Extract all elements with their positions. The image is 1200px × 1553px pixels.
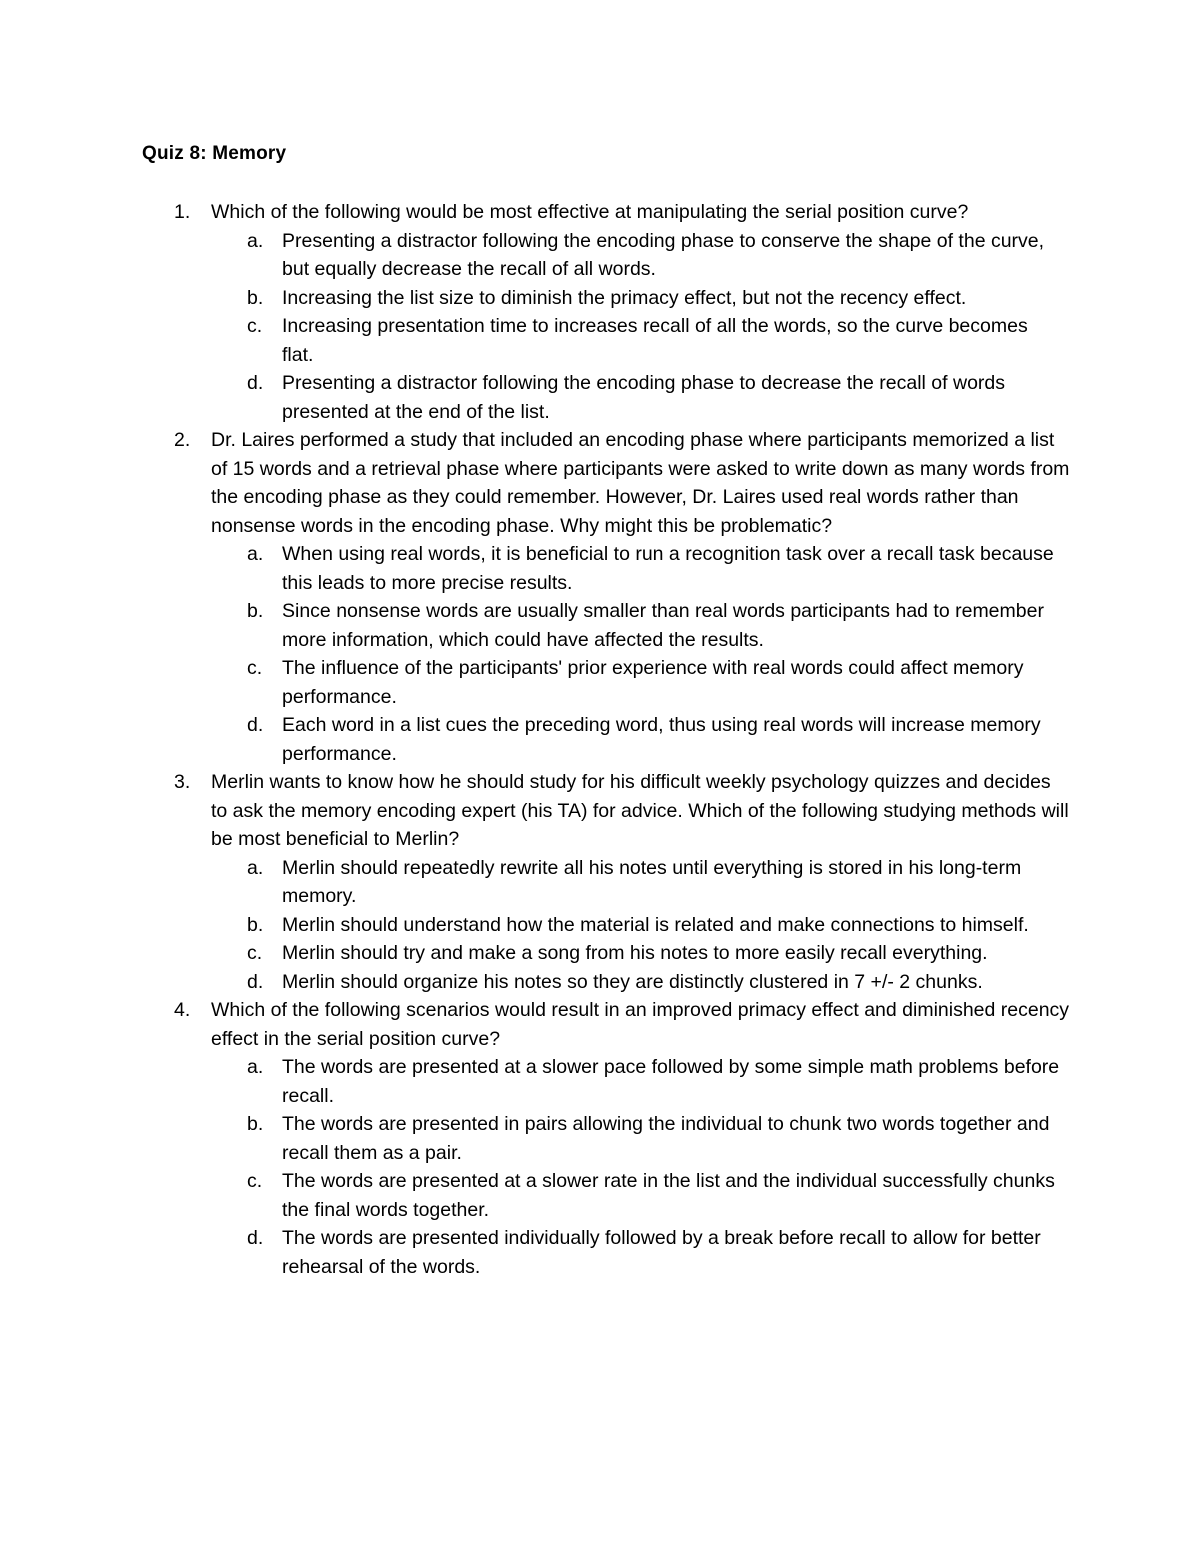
option-text: The words are presented individually followed by a break before recall to allow for better rehearsal of the words. <box>282 1227 1041 1278</box>
option-text: Since nonsense words are usually smaller than real words participants had to remember more information, which could have affected the results. <box>282 600 1044 651</box>
option-text: Increasing presentation time to increases recall of all the words, so the curve becomes flat. <box>282 315 1028 366</box>
answer-option-d <box>211 968 1062 997</box>
option-text: When using real words, it is beneficial to run a recognition task over a recall task because this leads to more precise results. <box>282 543 1054 594</box>
option-text: Merlin should repeatedly rewrite all his notes until everything is stored in his long-term memory. <box>282 856 1022 907</box>
option-text: Increasing the list size to diminish the primacy effect, but not the recency effect. <box>282 286 967 309</box>
answer-option-d <box>211 369 1062 426</box>
option-text: The words are presented at a slower rate in the list and the individual successfully chunks the final words together. <box>282 1170 1055 1221</box>
question-number: 3. <box>174 771 191 793</box>
option-text: The words are presented in pairs allowing the individual to chunk two words together and recall them as a pair. <box>282 1113 1050 1164</box>
option-letter: b. <box>247 913 264 936</box>
option-letter: a. <box>247 543 264 565</box>
option-letter: c. <box>247 657 263 679</box>
option-letter: d. <box>247 714 264 736</box>
question-4 <box>0 996 1071 1281</box>
option-text: Merlin should understand how the material is related and make connections to himself. <box>282 913 1029 936</box>
page-title: Quiz 8: Memory <box>142 143 287 164</box>
option-letter: b. <box>247 600 264 622</box>
question-text: Merlin wants to know how he should study for his difficult weekly psychology quizzes and decides to ask the memory encoding expert (his TA) for advice. Which of the following studying methods will be most beneficial to Merlin? <box>211 771 1069 850</box>
answer-option-a <box>211 227 1062 284</box>
question-number: 2. <box>174 429 191 451</box>
answer-option-a <box>211 854 1062 911</box>
answer-option-b <box>211 911 1062 940</box>
option-text: Each word in a list cues the preceding word, thus using real words will increase memory performance. <box>282 714 1041 765</box>
question-3 <box>0 768 1071 996</box>
option-letter: c. <box>247 942 263 964</box>
option-letter: a. <box>247 856 264 879</box>
answer-option-c <box>211 939 1062 968</box>
option-letter: c. <box>247 1170 263 1192</box>
option-letter: b. <box>247 1113 264 1135</box>
option-letter: b. <box>247 286 264 309</box>
answer-option-b <box>211 597 1062 654</box>
question-text: Dr. Laires performed a study that included an encoding phase where participants memorized a list of 15 words and a retrieval phase where participants were asked to write down as many words from the encoding phase as they could remember. However, Dr. Laires used real words rather than nonsense words in the encoding phase. Why might this be problematic? <box>211 429 1070 537</box>
answer-option-b <box>211 284 1062 313</box>
answer-options <box>211 854 1071 997</box>
answer-option-d <box>211 1224 1062 1281</box>
option-text: The influence of the participants' prior experience with real words could affect memory performance. <box>282 657 1024 708</box>
option-letter: a. <box>247 229 264 252</box>
question-number: 4. <box>174 999 191 1021</box>
answer-option-c <box>211 312 1062 369</box>
option-text: Presenting a distractor following the encoding phase to decrease the recall of words presented at the end of the list. <box>282 372 1006 423</box>
answer-option-b <box>211 1110 1062 1167</box>
answer-option-a <box>211 540 1062 597</box>
option-letter: d. <box>247 970 264 993</box>
question-list <box>0 198 1200 1281</box>
option-letter: c. <box>247 315 263 337</box>
answer-option-d <box>211 711 1062 768</box>
answer-options <box>211 1053 1071 1281</box>
question-text: Which of the following would be most effective at manipulating the serial position curve? <box>211 201 969 223</box>
answer-options <box>211 227 1071 427</box>
option-text: Merlin should try and make a song from his notes to more easily recall everything. <box>282 942 988 964</box>
answer-option-c <box>211 1167 1062 1224</box>
question-1 <box>0 198 1071 426</box>
option-letter: d. <box>247 372 264 394</box>
option-text: The words are presented at a slower pace followed by some simple math problems before recall. <box>282 1056 1060 1107</box>
question-2 <box>0 426 1071 768</box>
answer-option-a <box>211 1053 1062 1110</box>
option-letter: d. <box>247 1227 264 1249</box>
question-text: Which of the following scenarios would result in an improved primacy effect and diminished recency effect in the serial position curve? <box>211 999 1070 1050</box>
question-number: 1. <box>174 201 191 223</box>
option-text: Presenting a distractor following the encoding phase to conserve the shape of the curve, but equally decrease the recall of all words. <box>282 229 1045 280</box>
option-letter: a. <box>247 1056 264 1078</box>
answer-options <box>211 540 1071 768</box>
answer-option-c <box>211 654 1062 711</box>
option-text: Merlin should organize his notes so they are distinctly clustered in 7 +/- 2 chunks. <box>282 970 983 993</box>
